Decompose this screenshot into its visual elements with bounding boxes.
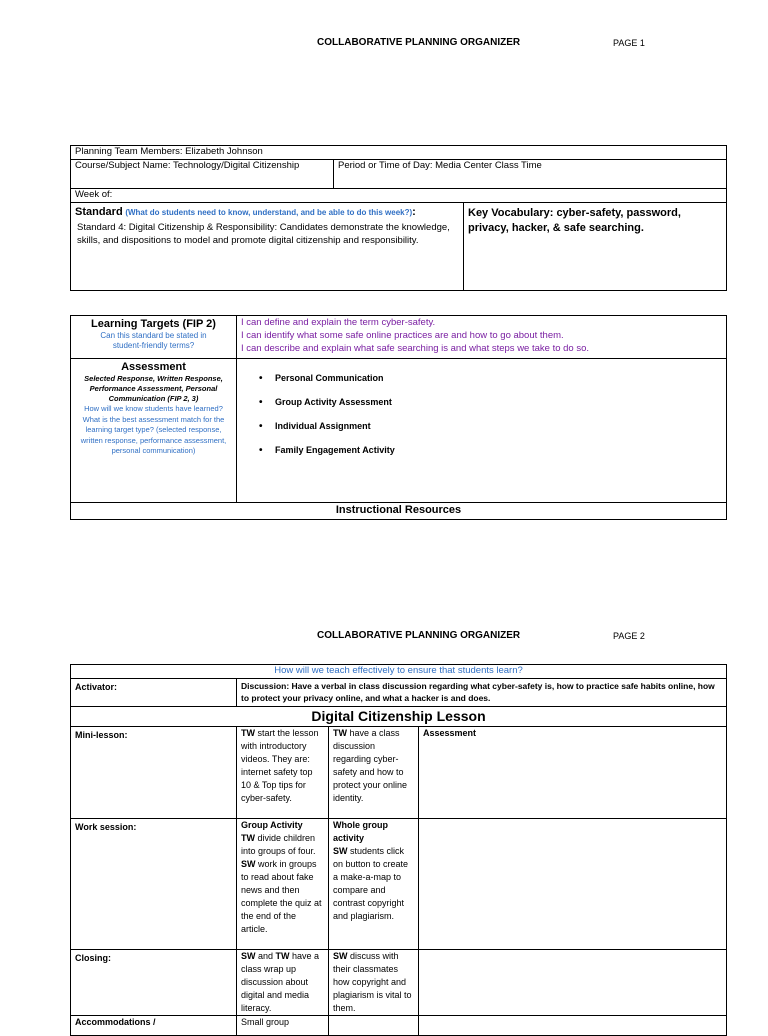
course-subject: Course/Subject Name: Technology/Digital Citizenship	[75, 160, 300, 171]
teach-question: How will we teach effectively to ensure that students learn?	[71, 665, 727, 679]
standard-colon: :	[412, 206, 416, 218]
assessment-items-cell	[237, 359, 727, 503]
week-of: Week of:	[75, 189, 113, 200]
work-session-col1: Group Activity TW divide children into groups of four. SW work in groups to read about fake news and then complete the quiz at the end of the article.	[237, 819, 329, 950]
standard-text: Standard 4: Digital Citizenship & Responsibility: Candidates demonstrate the knowledge, skills, and dispositions to model and promote digital citizenship and responsibility.	[77, 222, 450, 246]
key-vocab-cell	[464, 203, 727, 291]
mini-lesson-assessment: Assessment	[419, 727, 727, 819]
assessment-item: • Personal Communication	[259, 373, 384, 384]
week-of-cell	[71, 189, 727, 203]
work-session-label: Work session:	[71, 819, 237, 950]
target-1: I can define and explain the term cyber-safety.	[241, 317, 436, 328]
assessment-label: Assessment	[121, 361, 186, 373]
accommodations-col2	[329, 1016, 419, 1036]
planning-team-cell	[71, 146, 727, 160]
assessment-list	[257, 373, 722, 455]
lesson-plan-table	[70, 664, 727, 1036]
period-cell	[334, 160, 727, 189]
closing-col2: SW discuss with their classmates how copyright and plagiarism is vital to them.	[329, 950, 419, 1016]
work-session-col3	[419, 819, 727, 950]
accommodations-col3	[419, 1016, 727, 1036]
planning-info-table	[70, 145, 727, 291]
bullet-icon: •	[259, 421, 263, 432]
learning-targets-label-cell	[71, 316, 237, 359]
page1-page-label: PAGE 1	[613, 38, 645, 48]
assessment-item: • Group Activity Assessment	[259, 397, 392, 408]
page2-header-title: COLLABORATIVE PLANNING ORGANIZER	[317, 630, 521, 641]
target-3: I can describe and explain what safe searching is and what steps we take to do so.	[241, 343, 590, 354]
learning-targets-label: Learning Targets (FIP 2)	[91, 318, 216, 330]
page1-header-title: COLLABORATIVE PLANNING ORGANIZER	[317, 37, 521, 48]
work-session-col2: Whole group activity SW students click on button to create a make-a-map to compare and contrast copyright and plagiarism.	[329, 819, 419, 950]
instructional-resources: Instructional Resources	[71, 503, 727, 520]
activator-label: Activator:	[71, 679, 237, 707]
assessment-label-cell	[71, 359, 237, 503]
key-vocabulary: Key Vocabulary: cyber-safety, password, privacy, hacker, & safe searching.	[468, 207, 681, 234]
target-2: I can identify what some safe online practices are and how to go about them.	[241, 330, 564, 341]
mini-lesson-col2: TW have a class discussion regarding cyber-safety and how to protect your online identity.	[329, 727, 419, 819]
learning-targets-table	[70, 315, 727, 520]
accommodations-text: Small group	[237, 1016, 329, 1036]
assessment-prompt: How will we know students have learned? What is the best assessment match for the learning target type? (selected response, written response, performance assessment, personal communication)	[80, 404, 227, 455]
accommodations-label: Accommodations /	[71, 1016, 237, 1036]
standard-cell	[71, 203, 464, 291]
lesson-title: Digital Citizenship Lesson	[71, 707, 727, 727]
closing-col1: SW and TW have a class wrap up discussion about digital and media literacy.	[237, 950, 329, 1016]
mini-lesson-col1: TW start the lesson with introductory videos. They are: internet safety top 10 & Top tips for cyber-safety.	[237, 727, 329, 819]
assessment-item: • Family Engagement Activity	[259, 445, 395, 456]
course-subject-cell	[71, 160, 334, 189]
assessment-types: Selected Response, Written Response, Performance Assessment, Personal Communication (FIP 2, 3)	[84, 374, 223, 403]
standard-label: Standard	[75, 206, 123, 218]
mini-lesson-label: Mini-lesson:	[71, 727, 237, 819]
bullet-icon: •	[259, 445, 263, 456]
learning-targets-prompt: Can this standard be stated in student-friendly terms?	[100, 331, 207, 350]
period: Period or Time of Day: Media Center Class Time	[338, 160, 542, 171]
learning-targets-list	[237, 316, 727, 359]
page2-page-label: PAGE 2	[613, 631, 645, 641]
standard-prompt: (What do students need to know, understand, and be able to do this week?)	[125, 208, 413, 217]
assessment-item: • Individual Assignment	[259, 421, 371, 432]
bullet-icon: •	[259, 397, 263, 408]
planning-team: Planning Team Members: Elizabeth Johnson	[75, 146, 263, 157]
bullet-icon: •	[259, 373, 263, 384]
activator-text: Discussion: Have a verbal in class discussion regarding what cyber-safety is, how to practice safe habits online, how to protect your privacy online, and what a hacker is and does.	[237, 679, 727, 707]
closing-label: Closing:	[71, 950, 237, 1016]
closing-col3	[419, 950, 727, 1016]
